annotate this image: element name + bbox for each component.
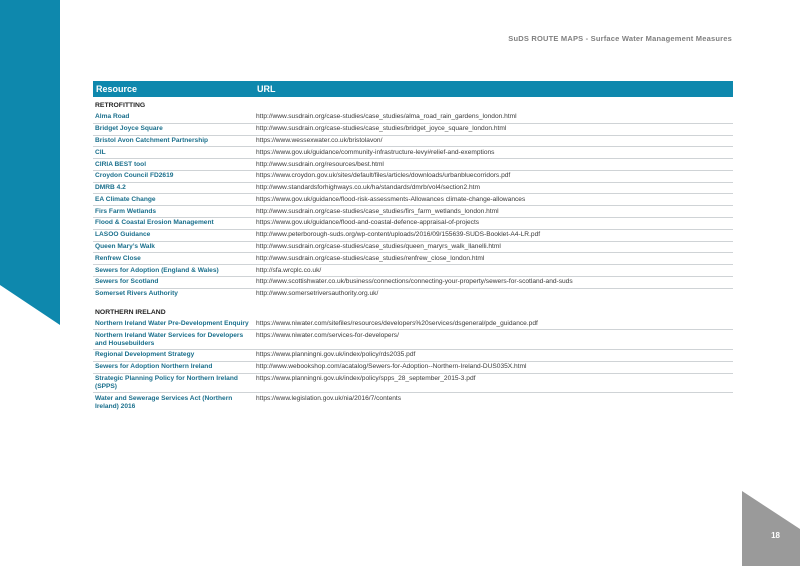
table-row [93, 265, 733, 277]
resource-name: Strategic Planning Policy for Northern Ireland (SPPS) [93, 373, 254, 393]
resource-name: Regional Development Strategy [93, 350, 254, 362]
table-row [93, 170, 733, 182]
resource-url-link[interactable]: https://www.gov.uk/guidance/flood-risk-assessments-Allowances climate-change-allowances [254, 194, 733, 206]
resource-name: Flood & Coastal Erosion Management [93, 218, 254, 230]
resource-url-link[interactable]: https://www.niwater.com/services-for-developers/ [254, 330, 733, 350]
section-heading-row [93, 97, 733, 112]
column-header-resource: Resource [93, 81, 254, 97]
section-heading: RETROFITTING [95, 102, 146, 109]
resource-name: Queen Mary’s Walk [93, 241, 254, 253]
table-header-row [93, 81, 733, 97]
resource-name: Firs Farm Wetlands [93, 206, 254, 218]
page-corner [742, 491, 800, 566]
resource-name: Northern Ireland Water Services for Developers and Housebuilders [93, 330, 254, 350]
resource-name: Water and Sewerage Services Act (Northern Ireland) 2016 [93, 393, 254, 412]
resources-table [93, 81, 733, 412]
table-row [93, 373, 733, 393]
resource-name: Somerset Rivers Authority [93, 288, 254, 299]
resource-name: Sewers for Adoption Northern Ireland [93, 361, 254, 373]
resource-url-link[interactable]: http://www.susdrain.org/resources/best.html [254, 159, 733, 171]
resource-url-link[interactable]: https://www.niwater.com/sitefiles/resources/developers%20services/dsgeneral/pde_guidance.pdf [256, 319, 538, 327]
table-row [93, 194, 733, 206]
resource-url-link[interactable]: http://www.peterborough-suds.org/wp-content/uploads/2016/09/155639-SUDS-Booklet-A4-LR.pdf [254, 229, 733, 241]
resource-url-link[interactable]: http://www.standardsforhighways.co.uk/ha/standards/dmrb/vol4/section2.htm [254, 182, 733, 194]
table-row [93, 253, 733, 265]
table-body [93, 97, 733, 412]
resource-url-link[interactable]: https://www.legislation.gov.uk/nia/2016/7/contents [254, 393, 733, 412]
resource-url-link[interactable]: http://www.susdrain.org/case-studies/case_studies/alma_road_rain_gardens_london.html [256, 113, 517, 121]
resource-name: Sewers for Adoption (England & Wales) [93, 265, 254, 277]
resource-name: Northern Ireland Water Pre-Development Enquiry [95, 319, 249, 327]
resource-name: LASOO Guidance [93, 229, 254, 241]
section-heading-row [93, 300, 733, 319]
resource-url-link[interactable]: http://www.susdrain.org/case-studies/case_studies/renfrew_close_london.html [254, 253, 733, 265]
resource-name: EA Climate Change [93, 194, 254, 206]
table-row [93, 218, 733, 230]
column-header-url: URL [254, 81, 733, 97]
resource-url-link[interactable]: https://www.planningni.gov.uk/index/policy/spps_28_september_2015-3.pdf [254, 373, 733, 393]
table-row [93, 288, 733, 299]
resource-name: CIL [93, 147, 254, 159]
table-row [93, 112, 733, 123]
resource-name: DMRB 4.2 [93, 182, 254, 194]
resource-url-link[interactable]: http://www.webookshop.com/acatalog/Sewers-for-Adoption--Northern-Ireland-DUS035X.html [254, 361, 733, 373]
table-row [93, 241, 733, 253]
table-row [93, 361, 733, 373]
page-number: 18 [771, 531, 780, 540]
resource-url-link[interactable]: http://www.susdrain.org/case-studies/case_studies/firs_farm_wetlands_london.html [254, 206, 733, 218]
resource-name: Alma Road [95, 113, 130, 121]
resource-url-link[interactable]: http://www.susdrain.org/case-studies/case_studies/queen_maryrs_walk_llanelli.html [254, 241, 733, 253]
resource-name: Renfrew Close [93, 253, 254, 265]
table-row [93, 159, 733, 171]
section-heading: NORTHERN IRELAND [95, 308, 166, 316]
resource-url-link[interactable]: https://www.gov.uk/guidance/flood-and-coastal-defence-appraisal-of-projects [254, 218, 733, 230]
resource-url-link[interactable]: http://sfa.wrcplc.co.uk/ [254, 265, 733, 277]
resource-name: Croydon Council FD2619 [93, 170, 254, 182]
resource-url-link[interactable]: https://www.wessexwater.co.uk/bristolavon/ [254, 135, 733, 147]
table-row [93, 229, 733, 241]
resource-name: Bristol Avon Catchment Partnership [93, 135, 254, 147]
table-row [93, 393, 733, 412]
table-row [93, 123, 733, 135]
table-row [93, 147, 733, 159]
table-row [93, 135, 733, 147]
table-row [93, 330, 733, 350]
resource-name: Sewers for Scotland [93, 276, 254, 288]
resource-name: Bridget Joyce Square [93, 123, 254, 135]
table-row [93, 182, 733, 194]
table-row [93, 276, 733, 288]
resource-url-link[interactable]: http://www.susdrain.org/case-studies/case_studies/bridget_joyce_square_london.html [254, 123, 733, 135]
resource-url-link[interactable]: https://www.croydon.gov.uk/sites/default/files/articles/downloads/urbanbluecorridors.pdf [254, 170, 733, 182]
table-row [93, 206, 733, 218]
resource-url-link[interactable]: https://www.planningni.gov.uk/index/policy/rds2035.pdf [254, 350, 733, 362]
document-title: SuDS ROUTE MAPS - Surface Water Management Measures [508, 34, 732, 43]
resource-name: CIRIA BEST tool [93, 159, 254, 171]
resource-url-link[interactable]: http://www.somersetriversauthority.org.uk/ [254, 288, 733, 299]
left-decorative-band [0, 0, 60, 566]
table-row [93, 319, 733, 330]
resource-url-link[interactable]: http://www.scottishwater.co.uk/business/connections/connecting-your-property/sewers-for-scotland-and-suds [254, 276, 733, 288]
resource-url-link[interactable]: https://www.gov.uk/guidance/community-infrastructure-levy#relief-and-exemptions [254, 147, 733, 159]
table-row [93, 350, 733, 362]
